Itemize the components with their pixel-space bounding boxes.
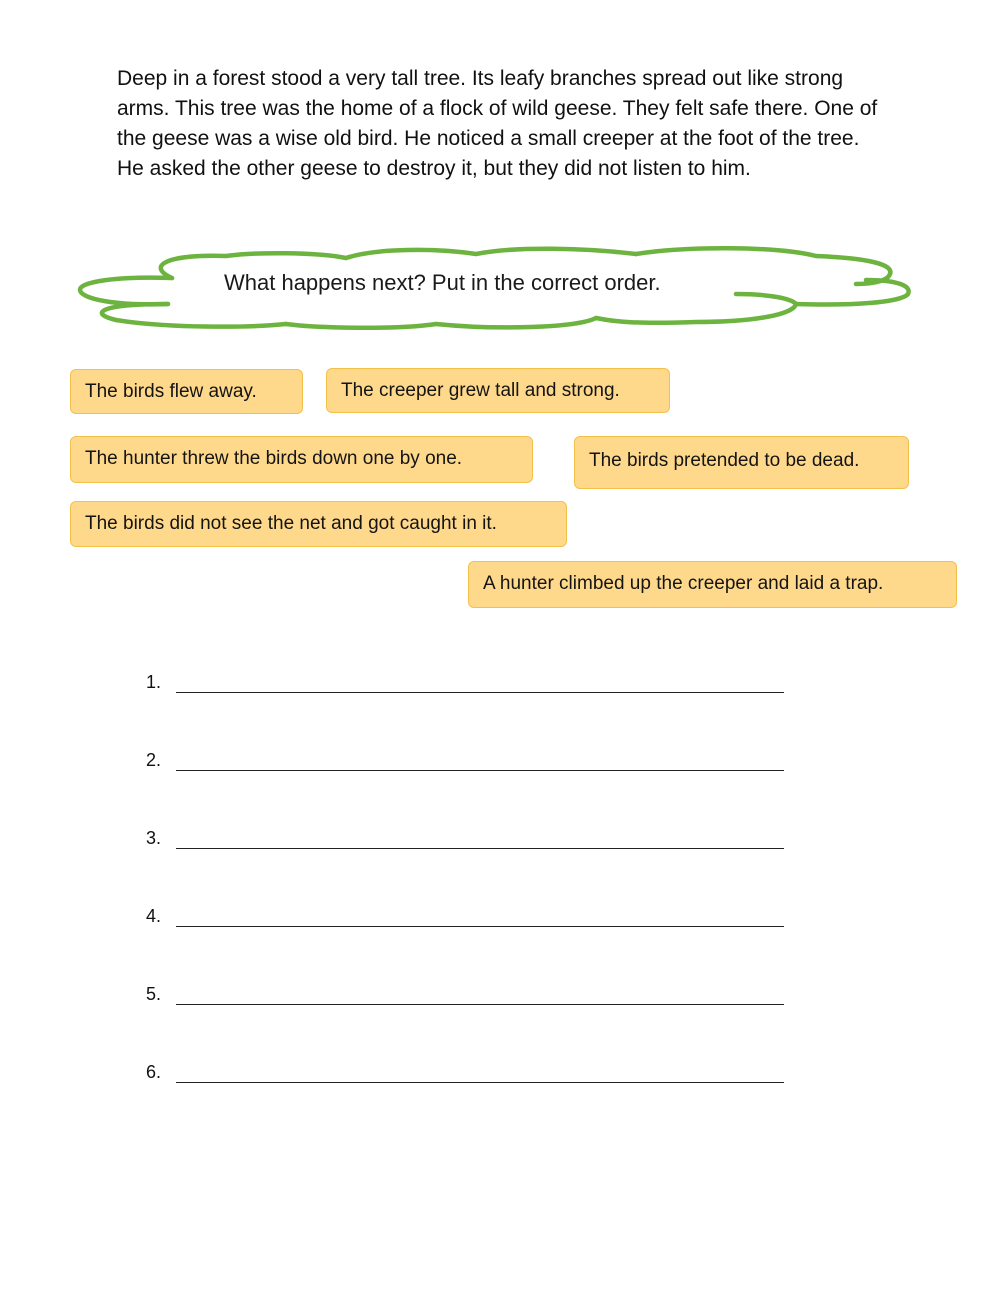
answer-row bbox=[146, 668, 786, 746]
answer-number: 3. bbox=[146, 828, 162, 848]
answer-row bbox=[146, 824, 786, 902]
answer-number: 2. bbox=[146, 750, 162, 770]
answer-drop-field-2[interactable] bbox=[176, 770, 784, 771]
tile-hunter-threw-birds[interactable]: The hunter threw the birds down one by one. bbox=[70, 436, 533, 483]
answer-row bbox=[146, 746, 786, 824]
answer-number: 6. bbox=[146, 1062, 162, 1082]
answer-drop-field-3[interactable] bbox=[176, 848, 784, 849]
tile-birds-pretended-dead[interactable]: The birds pretended to be dead. bbox=[574, 436, 909, 489]
story-paragraph: Deep in a forest stood a very tall tree. Its leafy branches spread out like strong arms. This tree was the home of a flock of wild geese. They felt safe there. One of the geese was a wise old bird. He noticed a small creeper at the foot of the tree. He asked the other geese to destroy it, but they did not listen to him. bbox=[117, 67, 878, 180]
tile-creeper-grew[interactable]: The creeper grew tall and strong. bbox=[326, 368, 670, 413]
answer-drop-field-6[interactable] bbox=[176, 1082, 784, 1083]
answer-number: 1. bbox=[146, 672, 162, 692]
answer-number: 5. bbox=[146, 984, 162, 1004]
instruction-text: What happens next? Put in the correct order. bbox=[224, 270, 661, 295]
answer-row bbox=[146, 1058, 786, 1136]
tile-hunter-laid-trap[interactable]: A hunter climbed up the creeper and laid a trap. bbox=[468, 561, 957, 608]
instruction-cloud bbox=[76, 244, 914, 340]
tile-birds-caught-in-net[interactable]: The birds did not see the net and got caught in it. bbox=[70, 501, 567, 547]
answer-drop-field-1[interactable] bbox=[176, 692, 784, 693]
answer-drop-field-4[interactable] bbox=[176, 926, 784, 927]
answer-number: 4. bbox=[146, 906, 162, 926]
tile-birds-flew-away[interactable]: The birds flew away. bbox=[70, 369, 303, 414]
answer-row bbox=[146, 902, 786, 980]
answer-row bbox=[146, 980, 786, 1058]
answer-drop-field-5[interactable] bbox=[176, 1004, 784, 1005]
answer-list bbox=[146, 668, 786, 1136]
